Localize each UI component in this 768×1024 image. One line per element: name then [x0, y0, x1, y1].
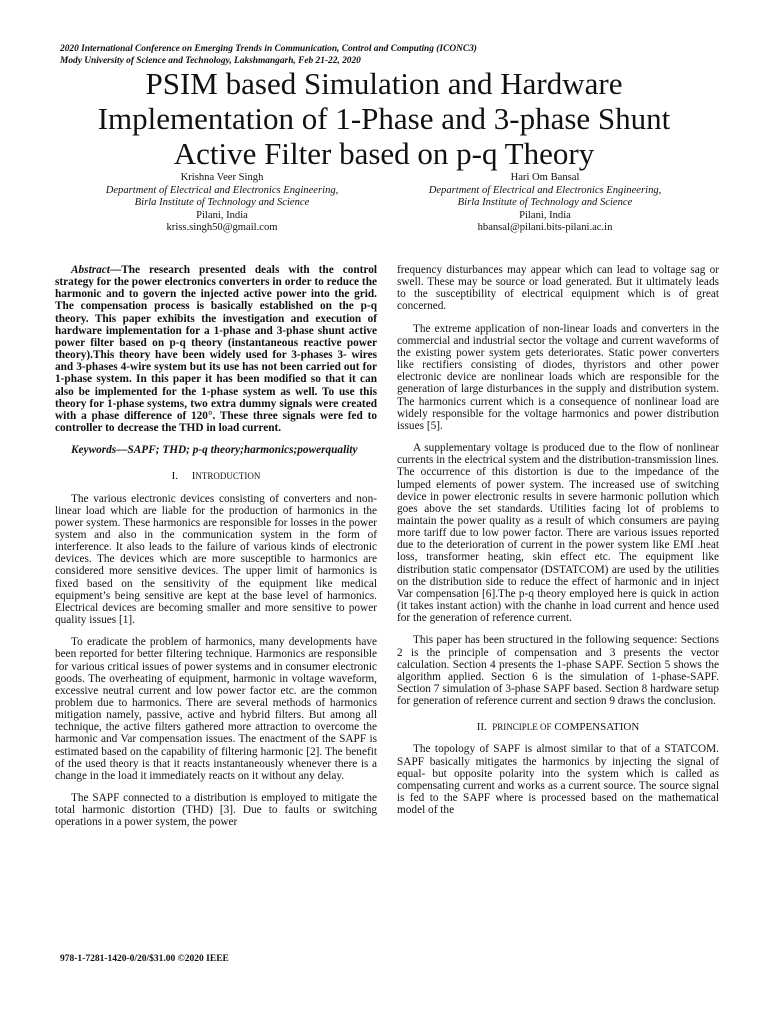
copyright-footer: 978-1-7281-1420-0/20/$31.00 ©2020 IEEE [60, 954, 229, 964]
section-title-rest: COMPENSATION [554, 721, 640, 734]
section-title-small: PRINCIPLE OF [492, 722, 552, 733]
author-city: Pilani, India [196, 209, 248, 221]
abstract [55, 264, 377, 434]
author-city: Pilani, India [519, 209, 571, 221]
keywords: Keywords—SAPF; THD; p-q theory;harmonics;powerquality [71, 444, 358, 457]
author-name: Krishna Veer Singh [180, 172, 264, 183]
abstract-label: Abstract [71, 264, 110, 276]
author-department: Department of Electrical and Electronics Engineering, [105, 184, 339, 196]
paragraph: The extreme application of non-linear loads and converters in the commercial and industrial sector the voltage and current waveforms of the existing power system gets deteriorates. Static power converters like rectifiers consisting of diodes, thyristors and other power electronic device are nonlinear loads which are responsible for the generation of large disturbances in the supply and distribution system. The harmonics current which is a consequence of nonlinear load are widely responsible for the voltage harmonics and power distribution issues [5]. [397, 322, 719, 432]
abstract-text: —The research presented deals with the control strategy for the power electronics converters in order to reduce the harmonic and to govern the injected active power into the grid. The compensation process is basically established on the p-q theory. This paper exhibits the investigation and execution of hardware implementation for a 1-phase and 3-phase shunt active power filter based on p-q theory (instantaneous reactive power theory).This theory have been widely used for 3-phases 3- wires and 3-phases 4-wire system but its use has not been carried out for 1-phase system. In this paper it has been modified so that it can also be implemented for the 1-phase system as well. To use this theory for 1-phase systems, two extra dummy signals were created with a phase difference of 120°. These three signals were fed to controller to decrease the THD in load current. [55, 264, 377, 435]
author-institution: Birla Institute of Technology and Science [457, 197, 633, 208]
conference-venue: Mody University of Science and Technology, Lakshmangarh, Feb 21-22, 2020 [60, 56, 361, 66]
paragraph: This paper has been structured in the following sequence: Sections 2 is the principle of compensation and 3 presents the vector calculation. Section 4 presents the 1-phase SAPF. Section 5 shows the algorithm applied. Section 6 is the simulation of 1-phase-SAPF. Section 7 simulation of 3-phase SAPF based. Section 8 hardware setup for generation of reference current and section 9 draws the conclusion. [397, 634, 719, 708]
author-name: Hari Om Bansal [510, 172, 580, 183]
section-number: I. [171, 470, 178, 483]
conference-header [60, 43, 477, 67]
author-institution: Birla Institute of Technology and Science [134, 197, 310, 208]
author-email[interactable]: hbansal@pilani.bits-pilani.ac.in [477, 222, 613, 233]
paragraph: The SAPF connected to a distribution is employed to mitigate the total harmonic distortion (THD) [3]. Due to faults or switching operations in a power system, the power [55, 792, 377, 829]
author-department: Department of Electrical and Electronics Engineering, [428, 184, 662, 196]
section-heading-compensation [397, 721, 719, 733]
author-block-2 [395, 172, 695, 235]
section-title-rest: NTRODUCTION [195, 471, 261, 482]
paper-title [40, 66, 728, 171]
paragraph: A supplementary voltage is produced due to the flow of nonlinear currents in the electrical system and the distribution-transmission lines. The occurrence of this distortion is due to the impedance of the lumped elements of power system. The increased use of switching device in power electronic results in severe harmonic pollution which goes above the set standards. Utilities facing lot of problems to maintain the power quality as a result of which consumers are paying more tariff due to low power factor. There are various issues reported due to the deterioration of current in the power system like EMI .heat loss, transformer heating, skin effect etc. The equipment like distribution static compensator (DSTATCOM) are used by the utilities on the distribution side to reduce the effect of harmonic and in inject Var compensation [6].The p-q theory employed here is quick in action (it takes instant action) with the chanhe in load current and hence used for the generation of reference current. [397, 442, 719, 625]
section-number: II. [476, 721, 487, 734]
left-column [55, 264, 377, 839]
author-email[interactable]: kriss.singh50@gmail.com [166, 222, 278, 233]
title-line: Active Filter based on p-q Theory [173, 136, 595, 171]
conference-name: 2020 International Conference on Emerging Trends in Communication, Control and Computing (ICONC3) [60, 44, 477, 54]
paragraph: frequency disturbances may appear which can lead to voltage sag or swell. These may be source or load generated. But it ultimately leads to the susceptibility of electrical equipment which is of great concerned. [397, 264, 719, 313]
section-heading-introduction [55, 470, 377, 482]
author-block-1 [72, 172, 372, 235]
paragraph: The various electronic devices consisting of converters and non-linear load which are liable for the production of harmonics in the power system. These harmonics are responsible for losses in the power system and also in the communication system in the form of interference. It also leads to the failure of various kinds of electronic devices. The devices which are more susceptible to harmonics are considered more sensitive devices. The upper limit of harmonics is fixed based on the sensitivity of the equipment like medical equipment’s being sensitive are kept at the base level of harmonics. Electrical devices are becoming smaller and more sensitive to power quality issues [1]. [55, 492, 377, 627]
right-column [397, 264, 719, 826]
title-line: Implementation of 1-Phase and 3-phase Shunt [97, 101, 671, 136]
section-title-initial: I [191, 470, 196, 483]
title-line: PSIM based Simulation and Hardware [145, 66, 623, 101]
paragraph: The topology of SAPF is almost similar to that of a STATCOM. SAPF basically mitigates the harmonics by injecting the signal of equal- but opposite polarity into the system which is called as compensating current and works as a current source. The source signal is fed to the SAPF where is processed based on the mathematical model of the [397, 743, 719, 817]
paragraph: To eradicate the problem of harmonics, many developments have been reported for better filtering technique. Harmonics are responsible for various critical issues of power systems and in consumer electronic goods. The overheating of equipment, harmonic in voltage waveform, excessive neutral current and low power factor etc. are the common problem due to harmonics. There are several methods of harmonics mitigation namely, passive, active and hybrid filters. But among all technique, the active filters gathered more attraction to overcome the harmonic and Var compensation issues. The enactment of the SAPF is estimated based on the capability of filtering harmonic [2]. The benefit of the used theory is that it reacts instantaneously whenever there is a change in the load it immediately reacts on it without any delay. [55, 636, 377, 782]
